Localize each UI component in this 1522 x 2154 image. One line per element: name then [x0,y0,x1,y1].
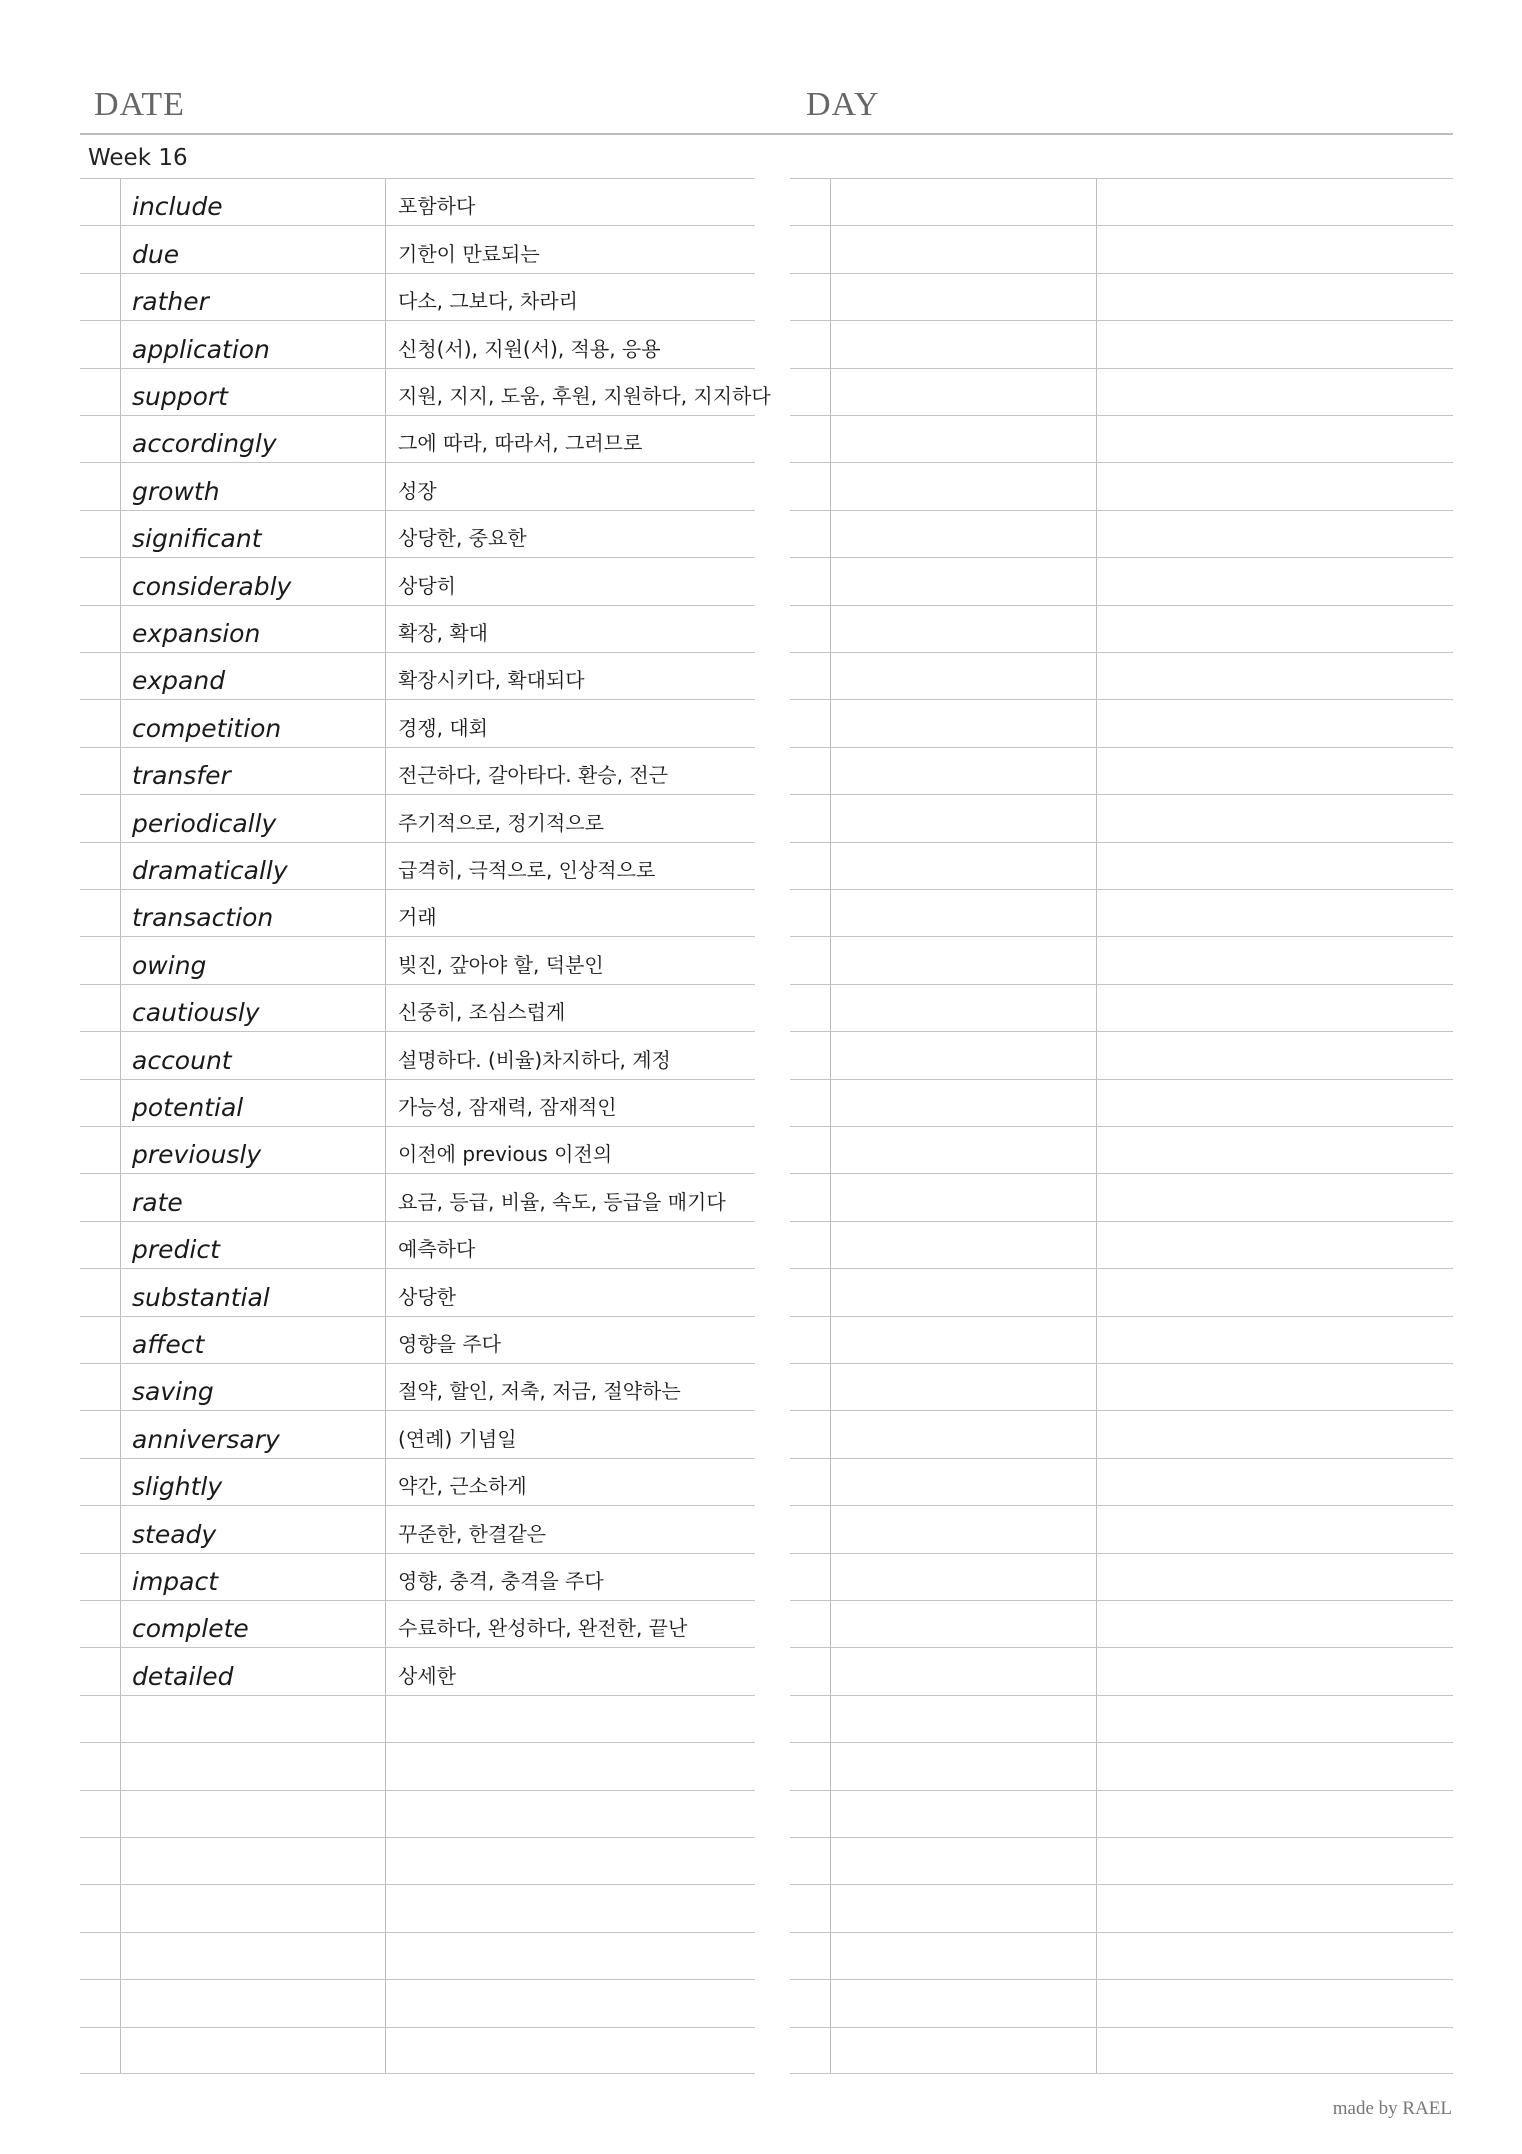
left-table-row [80,1647,755,1694]
left-table-row [80,1932,755,1979]
left-table-row [80,225,755,272]
right-table-row [790,1932,1453,1979]
vocab-meaning: 가능성, 잠재력, 잠재적인 [398,1094,617,1119]
vocab-meaning: 예측하다 [398,1237,476,1262]
right-table-row [790,1173,1453,1220]
vocab-meaning: 수료하다, 완성하다, 완전한, 끝난 [398,1616,688,1641]
right-vocab-panel [790,178,1453,2074]
vocab-word: steady [132,1519,217,1549]
footer-credit: made by RAEL [1332,2098,1452,2119]
right-table-row [790,1079,1453,1126]
left-table-row [80,1079,755,1126]
vocab-word: due [132,239,180,269]
right-table-row [790,747,1453,794]
right-table-row [790,1505,1453,1552]
vocab-word: include [132,192,223,222]
right-table-row [790,1031,1453,1078]
header-rule [80,133,1453,135]
vocab-meaning: 절약, 할인, 저축, 저금, 절약하는 [398,1379,681,1404]
right-table-row [790,652,1453,699]
vocab-word: dramatically [132,855,288,885]
left-table-row [80,510,755,557]
left-table-row [80,178,755,225]
vocab-word: predict [132,1235,220,1265]
vocab-word: rather [132,287,209,317]
vocab-meaning: 성장 [398,478,437,503]
right-table-row [790,1647,1453,1694]
vocab-meaning: 약간, 근소하게 [398,1474,527,1499]
left-table-row [80,889,755,936]
vocab-word: potential [132,1092,244,1122]
right-table-row [790,1979,1453,2026]
vocab-word: detailed [132,1661,234,1691]
left-table-row [80,368,771,415]
vocab-word: support [132,381,228,411]
date-label: DATE [94,86,185,123]
left-table-row [80,1837,755,1884]
vocab-meaning: 상당히 [398,573,456,598]
right-table-row [790,1268,1453,1315]
vocab-meaning: 전근하다, 갈아타다. 환승, 전근 [398,763,668,788]
vocab-meaning: 상당한, 중요한 [398,526,527,551]
vocab-meaning: 경쟁, 대회 [398,715,488,740]
right-table-row [790,2027,1453,2074]
vocab-word: owing [132,950,207,980]
right-table-row [790,1600,1453,1647]
vocab-meaning: 주기적으로, 정기적으로 [398,810,604,835]
left-table-row [80,1553,755,1600]
right-table-row [790,1884,1453,1931]
right-table-row [790,557,1453,604]
week-label: Week 16 [88,145,188,171]
vocab-word: substantial [132,1282,270,1312]
left-table-row [80,462,755,509]
left-table-row [80,1268,755,1315]
left-table-row [80,984,755,1031]
vocab-meaning: 요금, 등급, 비율, 속도, 등급을 매기다 [398,1189,726,1214]
vocab-word: cautiously [132,998,260,1028]
left-table-row [80,699,755,746]
right-table-row [790,462,1453,509]
right-table-row [790,273,1453,320]
vocab-word: periodically [132,808,277,838]
vocab-word: significant [132,524,262,554]
right-table-row [790,510,1453,557]
right-table-row [790,1742,1453,1789]
left-table-row [80,1363,755,1410]
vocab-word: anniversary [132,1424,280,1454]
vocab-word: growth [132,476,220,506]
left-table-row [80,747,755,794]
right-table-row [790,699,1453,746]
vocab-word: affect [132,1329,205,1359]
right-table-row [790,1363,1453,1410]
left-table-row [80,320,755,367]
left-table-row [80,652,755,699]
right-table-row [790,178,1453,225]
vocab-meaning: 기한이 만료되는 [398,241,540,266]
left-table-row [80,842,755,889]
right-table-row [790,794,1453,841]
left-table-row [80,1221,755,1268]
left-table-row [80,1979,755,2026]
right-table-row [790,1126,1453,1173]
right-table-row [790,415,1453,462]
vocab-meaning: 신청(서), 지원(서), 적용, 응용 [398,336,661,361]
vocab-word: complete [132,1614,249,1644]
left-table-row [80,936,755,983]
left-table-row [80,1505,755,1552]
vocab-meaning: 그에 따라, 따라서, 그러므로 [398,431,643,456]
vocab-word: considerably [132,571,292,601]
left-table-row [80,794,755,841]
right-table-row [790,1695,1453,1742]
vocab-word: transaction [132,903,274,933]
vocab-word: expand [132,666,226,696]
vocab-word: expansion [132,618,261,648]
left-table-row [80,1742,755,1789]
left-vocab-panel [80,178,771,2074]
left-table-row [80,1790,755,1837]
vocab-meaning: 상세한 [398,1663,456,1688]
left-table-row [80,1600,755,1647]
left-table-row [80,1316,755,1363]
vocab-word: slightly [132,1472,223,1502]
left-table-row [80,1173,755,1220]
left-table-row [80,273,755,320]
vocab-word: account [132,1045,232,1075]
vocab-meaning: 지원, 지지, 도움, 후원, 지원하다, 지지하다 [398,383,771,408]
right-table-row [790,1837,1453,1884]
vocab-meaning: 신중히, 조심스럽게 [398,1000,566,1025]
left-table-row [80,557,755,604]
left-table-row [80,1031,755,1078]
right-table-row [790,368,1453,415]
right-table-row [790,1458,1453,1505]
right-table-row [790,1316,1453,1363]
left-table-row [80,1884,755,1931]
vocab-word: application [132,334,270,364]
left-table-row [80,1126,755,1173]
vocab-word: transfer [132,761,231,791]
right-table-row [790,225,1453,272]
vocab-meaning: 빚진, 갚아야 할, 덕분인 [398,952,604,977]
right-table-row [790,842,1453,889]
day-label: DAY [806,86,880,123]
vocab-meaning: 이전에 previous 이전의 [398,1142,613,1167]
vocab-meaning: 영향, 충격, 충격을 주다 [398,1568,604,1593]
vocab-meaning: 급격히, 극적으로, 인상적으로 [398,857,656,882]
vocab-word: previously [132,1140,262,1170]
vocab-word: competition [132,713,282,743]
vocab-meaning: 다소, 그보다, 차라리 [398,289,578,314]
right-table-row [790,320,1453,367]
vocab-meaning: 꾸준한, 한결같은 [398,1521,546,1546]
vocab-meaning: 포함하다 [398,194,476,219]
vocab-meaning: 설명하다. (비율)차지하다, 계정 [398,1047,671,1072]
vocab-meaning: (연례) 기념일 [398,1426,517,1451]
vocab-word: rate [132,1187,183,1217]
right-table-row [790,1790,1453,1837]
vocab-word: accordingly [132,429,277,459]
left-table-row [80,1410,755,1457]
vocab-meaning: 확장, 확대 [398,620,488,645]
right-table-row [790,936,1453,983]
vocab-meaning: 거래 [398,905,437,930]
left-table-row [80,415,755,462]
right-table-row [790,605,1453,652]
right-table-row [790,1221,1453,1268]
vocab-meaning: 확장시키다, 확대되다 [398,668,585,693]
right-table-row [790,1410,1453,1457]
left-table-row [80,605,755,652]
right-table-row [790,1553,1453,1600]
left-table-row [80,1695,755,1742]
left-table-row [80,2027,755,2074]
vocab-word: impact [132,1566,219,1596]
vocab-word: saving [132,1377,214,1407]
right-table-row [790,889,1453,936]
vocab-meaning: 영향을 주다 [398,1331,501,1356]
left-table-row [80,1458,755,1505]
right-table-row [790,984,1453,1031]
vocab-meaning: 상당한 [398,1284,456,1309]
